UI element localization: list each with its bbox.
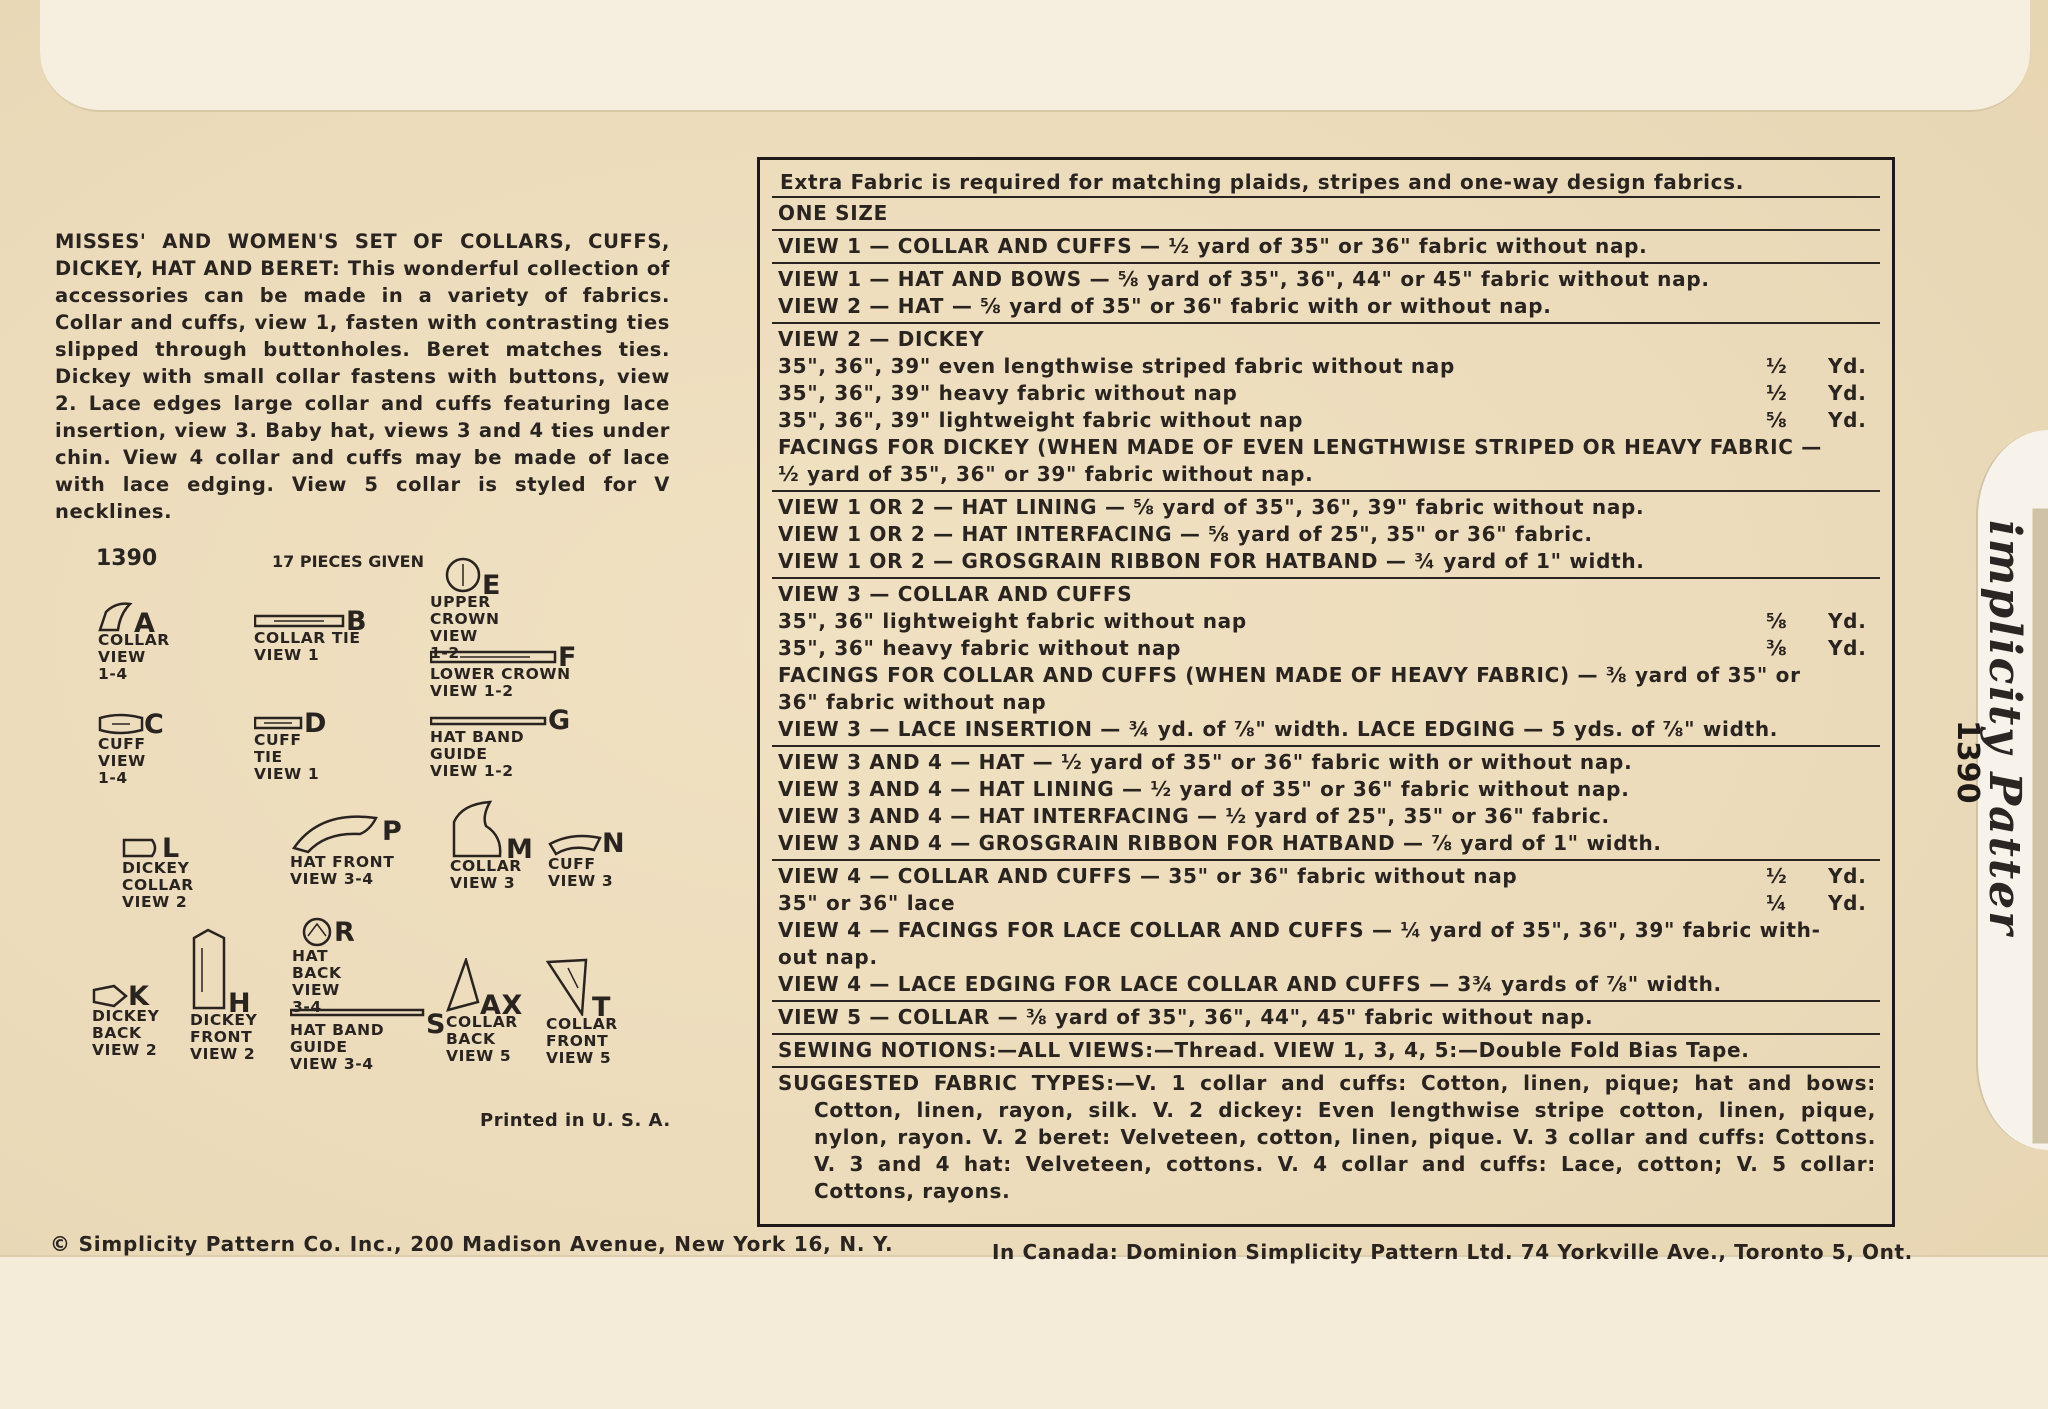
yardage-line (778, 434, 1876, 461)
piece-a: A COLLAR VIEW 1-4 (98, 600, 170, 683)
yardage-line-text: 35", 36" lightweight fabric without nap (778, 609, 1247, 633)
brand-logo: implicity Patter (1979, 520, 2030, 937)
piece-b: B COLLAR TIE VIEW 1 (254, 605, 368, 664)
yardage-line-text: VIEW 1 — COLLAR AND CUFFS — ½ yard of 35" or 36" fabric without nap. (778, 234, 1648, 258)
yardage-amount (1766, 608, 1876, 635)
yardage-line-text: VIEW 3 — COLLAR AND CUFFS (778, 582, 1133, 606)
suggested-fabrics: SUGGESTED FABRIC TYPES:—V. 1 collar and cuffs: Cotton, linen, pique; hat and bows: Cotton, linen, rayon, silk. V. 2 dickey: Even lengthwise stripe cotton, linen, pique, nylon, rayon. V. 2 beret: Velveteen, cotton, linen, pique. V. 3 collar and cuffs: Cottons. V. 3 and 4 hat: Velveteen, cottons. V. 4 collar and cuffs: Lace, cotton; V. 5 collar: Cottons, rayons. (772, 1066, 1880, 1207)
yardage-line (778, 1037, 1876, 1064)
piece-s: HAT BAND GUIDE VIEW 3-4 S (290, 1009, 447, 1073)
piece-ax: AX COLLAR BACK VIEW 5 (446, 958, 526, 1065)
yardage-line (778, 830, 1876, 857)
yardage-block (772, 262, 1880, 322)
side-pattern-number: 1390 (1950, 720, 1985, 804)
piece-t: T COLLAR FRONT VIEW 5 (546, 958, 626, 1067)
canada-address: In Canada: Dominion Simplicity Pattern Ltd. 74 Yorkville Ave., Toronto 5, Ont. (992, 1240, 1913, 1264)
yardage-line-text: VIEW 3 AND 4 — GROSGRAIN RIBBON FOR HATBAND — ⅞ yard of 1" width. (778, 831, 1662, 855)
amount-unit: Yd. (1828, 354, 1867, 378)
size-heading: ONE SIZE (772, 196, 1880, 229)
yardage-block (772, 1033, 1880, 1066)
yardage-line (778, 380, 1876, 407)
printed-in: Printed in U. S. A. (480, 1110, 671, 1131)
yardage-line (778, 944, 1876, 971)
yardage-line (778, 689, 1876, 716)
collar-shape-icon (98, 600, 134, 632)
yardage-line (778, 917, 1876, 944)
yardage-line (778, 461, 1876, 488)
amount-value: ⅝ (1766, 609, 1788, 633)
piece-g: G HAT BAND GUIDE VIEW 1-2 (430, 705, 571, 780)
yardage-block (772, 859, 1880, 1000)
yardage-line (778, 890, 1876, 917)
yardage-line-text: VIEW 4 — COLLAR AND CUFFS — 35" or 36" fabric without nap (778, 864, 1518, 888)
yardage-amount (1766, 863, 1876, 890)
yardage-line-text: VIEW 2 — HAT — ⅝ yard of 35" or 36" fabric with or without nap. (778, 294, 1552, 318)
piece-l: L DICKEY COLLAR VIEW 2 (122, 832, 194, 911)
crown-circle-icon (444, 556, 482, 594)
yardage-line-text: VIEW 5 — COLLAR — ⅜ yard of 35", 36", 44", 45" fabric without nap. (778, 1005, 1594, 1029)
yardage-blocks (772, 229, 1880, 1066)
piece-r: R HAT BACK VIEW 3-4 (292, 916, 356, 1016)
publisher-address: © Simplicity Pattern Co. Inc., 200 Madison Avenue, New York 16, N. Y. (50, 1232, 894, 1256)
yardage-line (778, 548, 1876, 575)
amount-value: ⅝ (1766, 408, 1788, 432)
yardage-line (778, 353, 1876, 380)
yardage-block (772, 745, 1880, 859)
cuff-n-shape-icon (548, 830, 602, 856)
amount-unit: Yd. (1828, 408, 1867, 432)
yardage-amount (1766, 380, 1876, 407)
pattern-number: 1390 (96, 546, 158, 571)
yardage-line-text: ½ yard of 35", 36" or 39" fabric without nap. (778, 462, 1314, 486)
piece-e: E UPPER CROWN VIEW 1-2 (430, 556, 501, 662)
cuff-shape-icon (98, 712, 144, 736)
yardage-line (778, 233, 1876, 260)
yardage-line-text: VIEW 1 OR 2 — HAT LINING — ⅝ yard of 35", 36", 39" fabric without nap. (778, 495, 1645, 519)
yardage-line-text: VIEW 1 — HAT AND BOWS — ⅝ yard of 35", 36", 44" or 45" fabric without nap. (778, 267, 1710, 291)
amount-value: ¼ (1766, 891, 1788, 915)
yardage-line-text: SEWING NOTIONS:—ALL VIEWS:—Thread. VIEW 1, 3, 4, 5:—Double Fold Bias Tape. (778, 1038, 1750, 1062)
amount-unit: Yd. (1828, 609, 1867, 633)
yardage-line-text: FACINGS FOR COLLAR AND CUFFS (WHEN MADE OF HEAVY FABRIC) — ⅜ yard of 35" or (778, 663, 1801, 687)
description-lead: MISSES' AND WOMEN'S SET OF COLLARS, CUFFS, DICKEY, HAT AND BERET: (55, 230, 670, 280)
yardage-line-text: 35" or 36" lace (778, 891, 956, 915)
piece-c: C CUFF VIEW 1-4 (98, 708, 165, 787)
yardage-line (778, 266, 1876, 293)
yardage-line-text: VIEW 2 — DICKEY (778, 327, 985, 351)
yardage-line (778, 971, 1876, 998)
yardage-line (778, 521, 1876, 548)
collar-front-shape-icon (546, 958, 592, 1016)
extra-fabric-note: Extra Fabric is required for matching plaids, stripes and one-way design fabrics. (780, 170, 1745, 194)
yardage-line (778, 716, 1876, 743)
yardage-line-text: VIEW 1 OR 2 — GROSGRAIN RIBBON FOR HATBAND — ¾ yard of 1" width. (778, 549, 1645, 573)
yardage-line (778, 635, 1876, 662)
amount-value: ½ (1766, 354, 1788, 378)
yardage-amount (1766, 353, 1876, 380)
collar-tie-shape-icon (254, 612, 346, 630)
lower-crown-shape-icon (430, 648, 558, 666)
hat-front-shape-icon (290, 808, 382, 854)
yardage-line (778, 326, 1876, 353)
dickey-back-shape-icon (92, 984, 128, 1008)
piece-f: F LOWER CROWN VIEW 1-2 (430, 641, 578, 700)
yardage-line (778, 293, 1876, 320)
dickey-front-shape-icon (190, 928, 228, 1012)
yardage-amount (1766, 890, 1876, 917)
description-body: This wonderful collection of accessories can be made in a variety of fabrics. Collar and cuffs, view 1, fasten with contrasting ties slipped through buttonholes. Beret matches ties. Dickey with small collar fastens with buttons, view 2. Lace edges large collar and cuffs featuring lace insertion, view 3. Baby hat, views 3 and 4 ties under chin. View 4 collar and cuffs may be made of lace with lace edging. View 5 collar is styled for V necklines. (55, 257, 671, 523)
yardage-line (778, 608, 1876, 635)
yardage-amount (1766, 635, 1876, 662)
yardage-line (778, 803, 1876, 830)
piece-d: D CUFF TIE VIEW 1 (254, 707, 328, 783)
hat-back-shape-icon (300, 916, 334, 948)
top-flap (40, 0, 2030, 112)
yardage-line-text: VIEW 4 — FACINGS FOR LACE COLLAR AND CUFFS — ¼ yard of 35", 36", 39" fabric with- (778, 918, 1821, 942)
yardage-line-text: VIEW 3 AND 4 — HAT LINING — ½ yard of 35" or 36" fabric without nap. (778, 777, 1630, 801)
yardage-line (778, 662, 1876, 689)
amount-value: ½ (1766, 864, 1788, 888)
amount-value: ⅜ (1766, 636, 1788, 660)
pieces-count: 17 PIECES GIVEN (272, 552, 424, 571)
yardage-line-text: 35", 36", 39" heavy fabric without nap (778, 381, 1238, 405)
amount-unit: Yd. (1828, 864, 1867, 888)
yardage-line-text: out nap. (778, 945, 878, 969)
yardage-amount (1766, 407, 1876, 434)
piece-m: M COLLAR VIEW 3 (450, 800, 533, 892)
yardage-block (772, 1000, 1880, 1033)
yardage-block (772, 229, 1880, 262)
yardage-line-text: VIEW 1 OR 2 — HAT INTERFACING — ⅝ yard of 25", 35" or 36" fabric. (778, 522, 1593, 546)
yardage-line-text: VIEW 3 AND 4 — HAT INTERFACING — ½ yard of 25", 35" or 36" fabric. (778, 804, 1610, 828)
yardage-line-text: VIEW 3 — LACE INSERTION — ¾ yd. of ⅞" width. LACE EDGING — 5 yds. of ⅞" width. (778, 717, 1779, 741)
yardage-line (778, 581, 1876, 608)
yardage-block (772, 490, 1880, 577)
cuff-tie-shape-icon (254, 714, 304, 732)
yardage-block (772, 322, 1880, 490)
yardage-chart (757, 157, 1895, 1227)
hat-band-guide-s-shape-icon (290, 1008, 426, 1018)
hat-band-guide-shape-icon (430, 713, 548, 729)
amount-unit: Yd. (1828, 636, 1867, 660)
yardage-line (778, 494, 1876, 521)
collar-m-shape-icon (450, 800, 506, 858)
amount-value: ½ (1766, 381, 1788, 405)
piece-k: K DICKEY BACK VIEW 2 (92, 980, 160, 1059)
yardage-line-text: 36" fabric without nap (778, 690, 1047, 714)
piece-h: H DICKEY FRONT VIEW 2 (190, 928, 270, 1063)
collar-back-shape-icon (446, 958, 480, 1014)
yardage-line-text: 35", 36", 39" even lengthwise striped fabric without nap (778, 354, 1456, 378)
yardage-line (778, 776, 1876, 803)
yardage-line-text: FACINGS FOR DICKEY (WHEN MADE OF EVEN LENGTHWISE STRIPED OR HEAVY FABRIC — (778, 435, 1822, 459)
yardage-line-text: 35", 36", 39" lightweight fabric without nap (778, 408, 1304, 432)
piece-n: N CUFF VIEW 3 (548, 827, 626, 890)
dickey-collar-shape-icon (122, 836, 162, 860)
description (55, 228, 670, 525)
piece-p: P HAT FRONT VIEW 3-4 (290, 808, 402, 888)
amount-unit: Yd. (1828, 381, 1867, 405)
yardage-line (778, 1004, 1876, 1031)
yardage-line (778, 407, 1876, 434)
amount-unit: Yd. (1828, 891, 1867, 915)
yardage-line (778, 863, 1876, 890)
yardage-line-text: VIEW 3 AND 4 — HAT — ½ yard of 35" or 36" fabric with or without nap. (778, 750, 1633, 774)
yardage-block (772, 577, 1880, 745)
yardage-line-text: 35", 36" heavy fabric without nap (778, 636, 1182, 660)
bottom-flap (0, 1255, 2048, 1409)
yardage-line-text: VIEW 4 — LACE EDGING FOR LACE COLLAR AND CUFFS — 3¾ yards of ⅞" width. (778, 972, 1722, 996)
yardage-line (778, 749, 1876, 776)
